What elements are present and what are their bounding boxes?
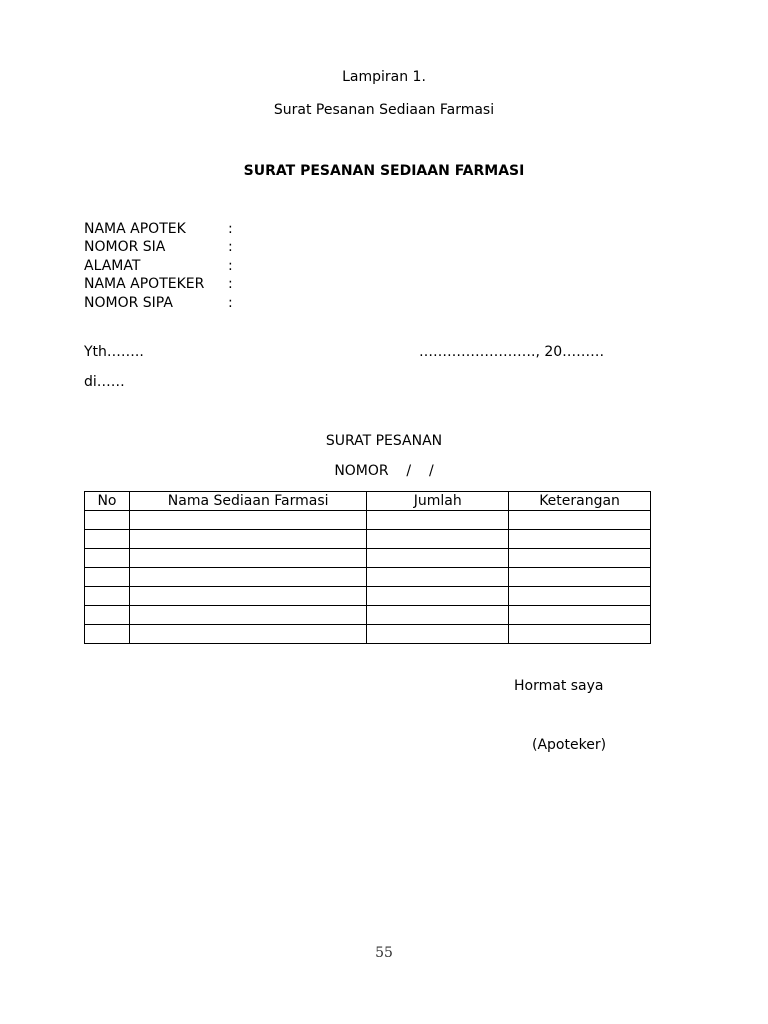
table-cell [367, 606, 509, 625]
table-row [85, 530, 651, 549]
document-subtitle: Surat Pesanan Sediaan Farmasi [273, 102, 495, 118]
field-label: NOMOR SIA [84, 239, 166, 255]
page-number: 55 [375, 945, 393, 961]
field-colon: : [228, 221, 233, 237]
header-keterangan: Keterangan [509, 492, 651, 511]
table-cell [509, 625, 651, 644]
table-cell [367, 530, 509, 549]
table-row [85, 549, 651, 568]
field-colon: : [228, 258, 233, 274]
table-cell [129, 530, 366, 549]
table-cell [129, 625, 366, 644]
table-cell [85, 587, 130, 606]
header-jumlah: Jumlah [367, 492, 509, 511]
document-title: SURAT PESANAN SEDIAAN FARMASI [243, 163, 525, 179]
header-nama-sediaan: Nama Sediaan Farmasi [129, 492, 366, 511]
header-no: No [85, 492, 130, 511]
table-cell [367, 568, 509, 587]
signatory-role: (Apoteker) [532, 737, 607, 753]
table-cell [367, 511, 509, 530]
field-colon: : [228, 295, 233, 311]
closing-text: Hormat saya [514, 678, 604, 694]
table-cell [85, 530, 130, 549]
table-cell [509, 549, 651, 568]
table-cell [129, 587, 366, 606]
table-cell [129, 568, 366, 587]
table-cell [85, 511, 130, 530]
table-row [85, 625, 651, 644]
field-colon: : [228, 239, 233, 255]
attachment-label: Lampiran 1. [342, 69, 426, 85]
table-cell [367, 625, 509, 644]
table-cell [367, 587, 509, 606]
table-cell [367, 549, 509, 568]
table-cell [85, 568, 130, 587]
field-colon: : [228, 276, 233, 292]
field-label: NOMOR SIPA [84, 295, 173, 311]
table-header-row [85, 492, 651, 511]
field-label: NAMA APOTEKER [84, 276, 205, 292]
table-row [85, 587, 651, 606]
order-table [84, 491, 651, 644]
addressee-yth: Yth…….. [84, 344, 144, 360]
table-row [85, 511, 651, 530]
field-label: NAMA APOTEK [84, 221, 186, 237]
table-cell [85, 549, 130, 568]
order-number: NOMOR / / [334, 463, 434, 479]
table-cell [509, 606, 651, 625]
table-row [85, 568, 651, 587]
table-cell [129, 606, 366, 625]
table-row [85, 606, 651, 625]
date-line: ……………………., 20……… [419, 344, 605, 360]
table-cell [509, 568, 651, 587]
table-cell [509, 511, 651, 530]
addressee-di: di…… [84, 374, 125, 390]
table-cell [85, 625, 130, 644]
table-cell [129, 511, 366, 530]
field-label: ALAMAT [84, 258, 141, 274]
order-title: SURAT PESANAN [325, 433, 443, 449]
table-cell [85, 606, 130, 625]
table-cell [129, 549, 366, 568]
table-cell [509, 530, 651, 549]
table-cell [509, 587, 651, 606]
